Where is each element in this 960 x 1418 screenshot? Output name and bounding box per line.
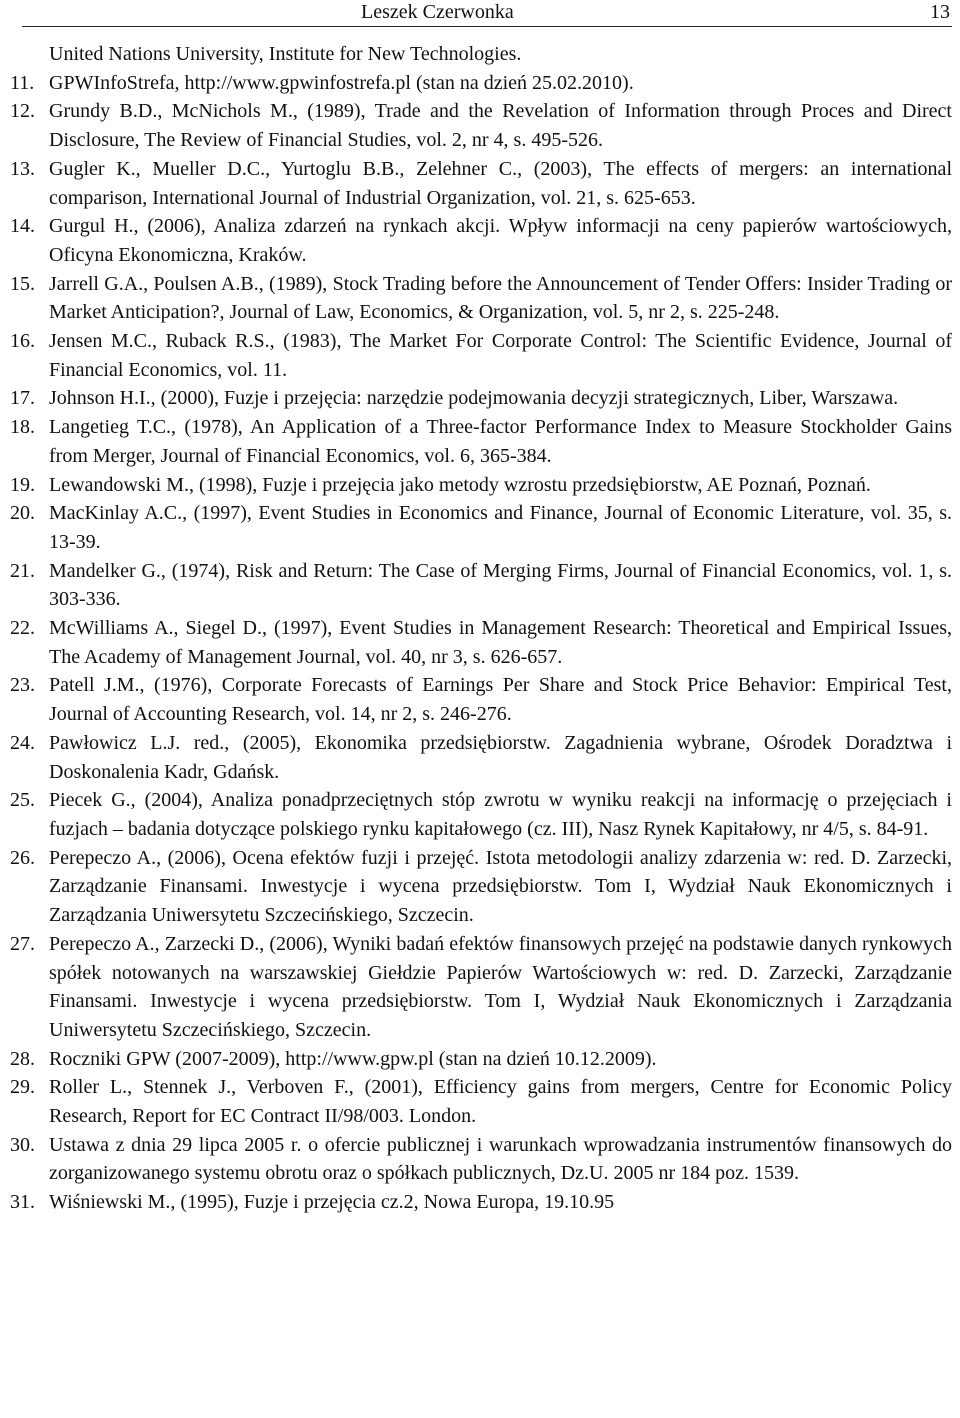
reference-number: 27. bbox=[10, 932, 35, 955]
reference-list bbox=[0, 40, 952, 1217]
reference-item bbox=[0, 557, 952, 614]
page-number: 13 bbox=[930, 1, 950, 23]
reference-item bbox=[0, 1131, 952, 1188]
reference-item bbox=[0, 1188, 952, 1217]
reference-number: 22. bbox=[10, 617, 35, 640]
reference-number: 17. bbox=[10, 387, 35, 410]
reference-number: 16. bbox=[10, 330, 35, 353]
reference-number: 21. bbox=[10, 559, 35, 582]
reference-text: Roczniki GPW (2007-2009), http://www.gpw.pl (stan na dzień 10.12.2009). bbox=[49, 1047, 657, 1070]
reference-text: MacKinlay A.C., (1997), Event Studies in Economics and Finance, Journal of Economic Literature, vol. 35, s. 13-39. bbox=[49, 502, 952, 553]
reference-text: Gurgul H., (2006), Analiza zdarzeń na rynkach akcji. Wpływ informacji na ceny papierów wartościowych, Oficyna Ekonomiczna, Kraków. bbox=[49, 215, 952, 266]
reference-number: 24. bbox=[10, 731, 35, 754]
reference-item bbox=[0, 671, 952, 728]
reference-text: Perepeczo A., (2006), Ocena efektów fuzji i przejęć. Istota metodologii analizy zdarzenia w: red. D. Zarzecki, Zarządzanie Finansami. Inwestycje i wycena przedsiębiorstw. Tom I, Wydział Nauk Ekonomicznych i Zarządzania Uniwersytetu Szczecińskiego, Szczecin. bbox=[49, 846, 952, 927]
reference-item bbox=[0, 413, 952, 470]
reference-item bbox=[0, 1045, 952, 1074]
reference-item bbox=[0, 97, 952, 154]
reference-item bbox=[0, 212, 952, 269]
reference-text: Wiśniewski M., (1995), Fuzje i przejęcia cz.2, Nowa Europa, 19.10.95 bbox=[49, 1191, 615, 1214]
reference-item bbox=[0, 499, 952, 556]
reference-number: 15. bbox=[10, 272, 35, 295]
reference-text: Jensen M.C., Ruback R.S., (1983), The Market For Corporate Control: The Scientific Evidence, Journal of Financial Economics, vol. 11. bbox=[49, 330, 952, 381]
reference-text: Grundy B.D., McNichols M., (1989), Trade and the Revelation of Information through Proces and Direct Disclosure, The Review of Financial Studies, vol. 2, nr 4, s. 495-526. bbox=[49, 100, 952, 152]
reference-item bbox=[0, 614, 952, 671]
reference-item bbox=[0, 729, 952, 786]
reference-number: 14. bbox=[10, 215, 35, 238]
reference-item bbox=[0, 69, 952, 98]
header-rule bbox=[22, 26, 952, 27]
reference-text: GPWInfoStrefa, http://www.gpwinfostrefa.pl (stan na dzień 25.02.2010). bbox=[49, 71, 634, 94]
reference-text: Jarrell G.A., Poulsen A.B., (1989), Stock Trading before the Announcement of Tender Offers: Insider Trading or Market Anticipation?, Journal of Law, Economics, & Organization, vol. 5, nr 2, s. 225-248. bbox=[49, 272, 952, 324]
reference-item bbox=[0, 471, 952, 500]
reference-text: McWilliams A., Siegel D., (1997), Event Studies in Management Research: Theoretical and Empirical Issues, The Academy of Management Journal, vol. 40, nr 3, s. 626-657. bbox=[49, 617, 952, 668]
reference-text: Johnson H.I., (2000), Fuzje i przejęcia: narzędzie podejmowania decyzji strategicznych, Liber, Warszawa. bbox=[49, 387, 899, 410]
reference-number: 19. bbox=[10, 473, 35, 496]
reference-text: Langetieg T.C., (1978), An Application of a Three-factor Performance Index to Measure Stockholder Gains from Merger, Journal of Financial Economics, vol. 6, 365-384. bbox=[49, 416, 952, 467]
reference-number: 18. bbox=[10, 416, 35, 439]
reference-item bbox=[0, 327, 952, 384]
reference-continuation bbox=[0, 40, 952, 69]
reference-text: Mandelker G., (1974), Risk and Return: The Case of Merging Firms, Journal of Financial Economics, vol. 1, s. 303-336. bbox=[49, 559, 952, 611]
reference-text: Lewandowski M., (1998), Fuzje i przejęcia jako metody wzrostu przedsiębiorstw, AE Poznań, Poznań. bbox=[49, 473, 871, 496]
reference-number: 13. bbox=[10, 157, 35, 180]
reference-item bbox=[0, 155, 952, 212]
reference-item bbox=[0, 930, 952, 1045]
reference-text: Patell J.M., (1976), Corporate Forecasts of Earnings Per Share and Stock Price Behavior: Empirical Test, Journal of Accounting Research, vol. 14, nr 2, s. 246-276. bbox=[49, 674, 952, 726]
reference-number: 30. bbox=[10, 1133, 35, 1156]
reference-item bbox=[0, 786, 952, 843]
reference-text: United Nations University, Institute for New Technologies. bbox=[49, 43, 522, 65]
reference-text: Ustawa z dnia 29 lipca 2005 r. o ofercie publicznej i warunkach wprowadzania instrumentów finansowych do zorganizowanego systemu obrotu oraz o spółkach publicznych, Dz.U. 2005 nr 184 poz. 1539. bbox=[49, 1133, 952, 1185]
reference-number: 28. bbox=[10, 1047, 35, 1070]
reference-number: 25. bbox=[10, 789, 35, 812]
reference-item bbox=[0, 270, 952, 327]
reference-number: 20. bbox=[10, 502, 35, 525]
reference-text: Piecek G., (2004), Analiza ponadprzeciętnych stóp zwrotu w wyniku reakcji na informację o przejęciach i fuzjach – badania dotyczące polskiego rynku kapitałowego (cz. III), Nasz Rynek Kapitałowy, nr 4/5, s. 84-91. bbox=[49, 789, 952, 840]
running-head-author: Leszek Czerwonka bbox=[361, 1, 514, 23]
reference-text: Roller L., Stennek J., Verboven F., (2001), Efficiency gains from mergers, Centre for Economic Policy Research, Report for EC Contract II/98/003. London. bbox=[49, 1076, 952, 1128]
reference-number: 23. bbox=[10, 674, 35, 697]
reference-number: 26. bbox=[10, 846, 35, 869]
reference-text: Gugler K., Mueller D.C., Yurtoglu B.B., Zelehner C., (2003), The effects of mergers: an international comparison, International Journal of Industrial Organization, vol. 21, s. 625-653. bbox=[49, 157, 952, 209]
reference-text: Pawłowicz L.J. red., (2005), Ekonomika przedsiębiorstw. Zagadnienia wybrane, Ośrodek Doradztwa i Doskonalenia Kadr, Gdańsk. bbox=[49, 731, 952, 783]
reference-item bbox=[0, 1073, 952, 1130]
page-header bbox=[0, 0, 960, 24]
reference-number: 11. bbox=[10, 71, 35, 94]
reference-number: 29. bbox=[10, 1076, 35, 1099]
reference-text: Perepeczo A., Zarzecki D., (2006), Wyniki badań efektów finansowych przejęć na podstawie danych rynkowych spółek notowanych na warszawskiej Giełdzie Papierów Wartościowych w: red. D. Zarzecki, Zarządzanie Finansami. Inwestycje i wycena przedsiębiorstw. Tom I, Wydział Nauk Ekonomicznych i Zarządzania Uniwersytetu Szczecińskiego, Szczecin. bbox=[49, 932, 952, 1041]
reference-number: 12. bbox=[10, 100, 35, 123]
reference-item bbox=[0, 844, 952, 930]
reference-number: 31. bbox=[10, 1191, 35, 1214]
reference-item bbox=[0, 384, 952, 413]
